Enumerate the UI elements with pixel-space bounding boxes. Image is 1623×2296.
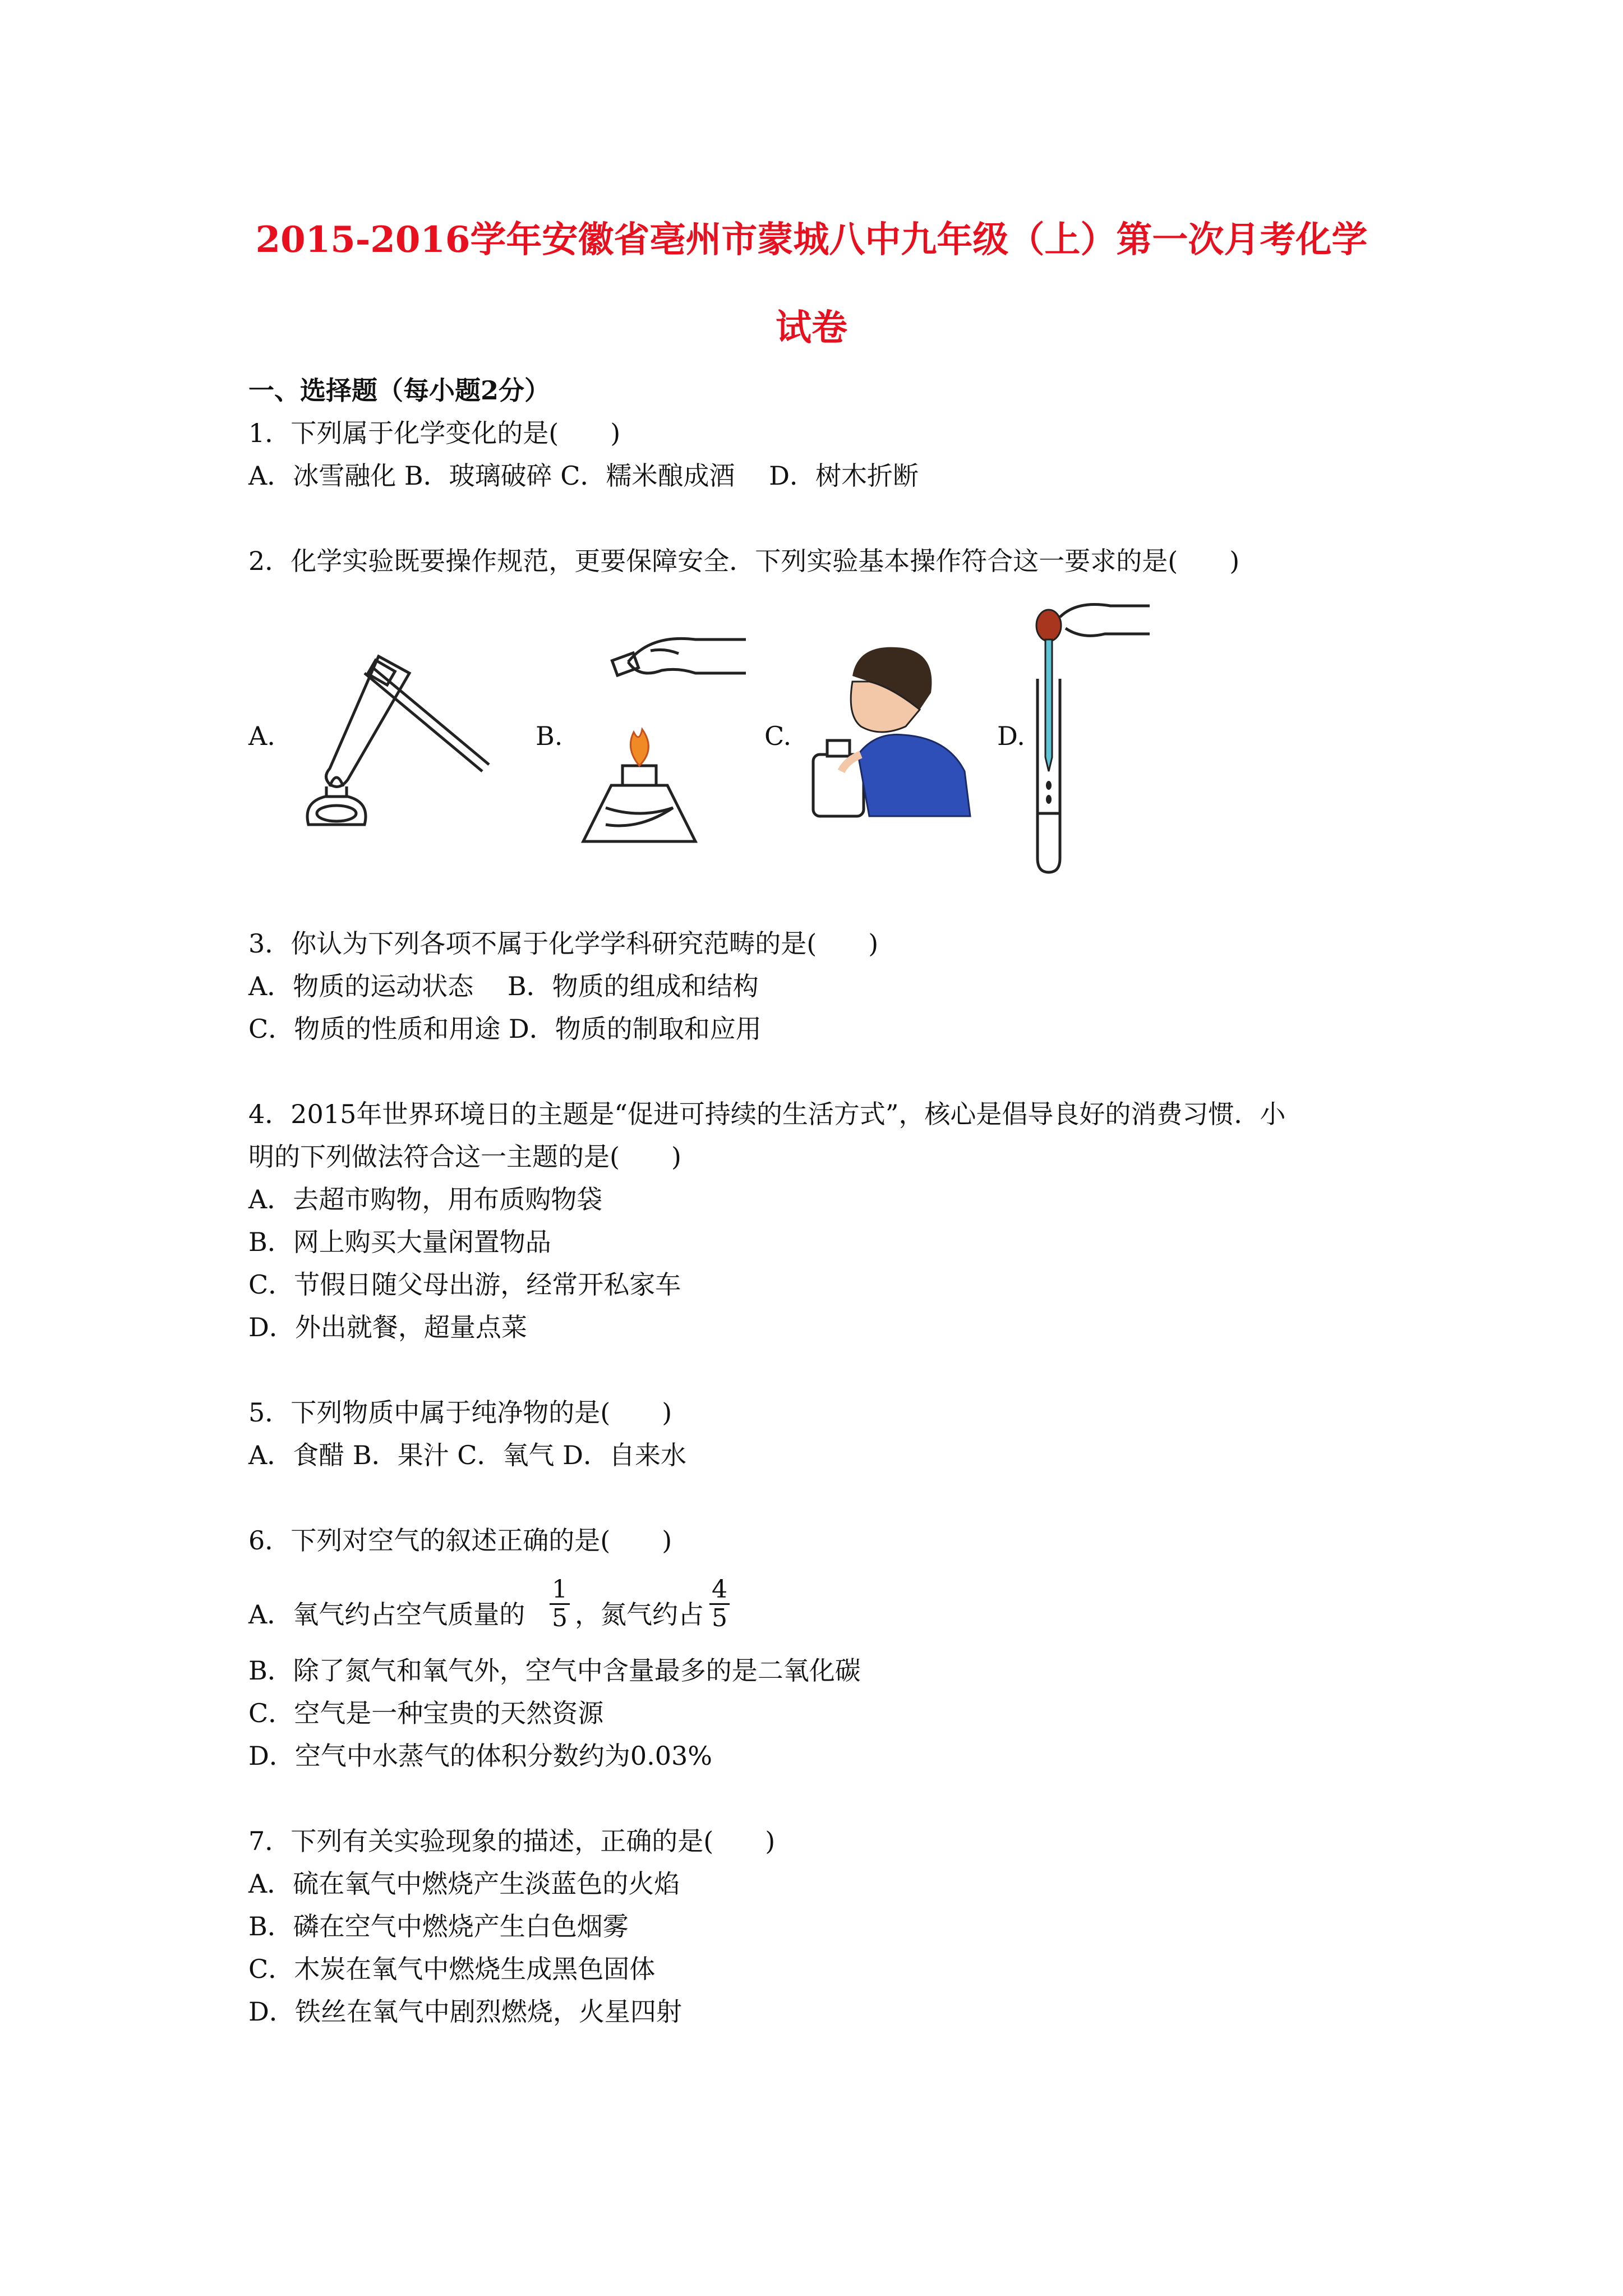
question-7-option-a: A．硫在氧气中燃烧产生淡蓝色的火焰: [248, 1869, 680, 1899]
question-7-option-b: B．磷在空气中燃烧产生白色烟雾: [248, 1911, 629, 1941]
question-7-stem: 7．下列有关实验现象的描述，正确的是( ): [248, 1826, 776, 1856]
figure-d-dropper: [1026, 595, 1155, 875]
question-4-option-d: D．外出就餐，超量点菜: [248, 1312, 527, 1342]
question-6-stem: 6．下列对空气的叙述正确的是( ): [248, 1525, 672, 1556]
fraction-numerator: 1: [550, 1576, 570, 1605]
question-6-option-c: C．空气是一种宝贵的天然资源: [248, 1698, 604, 1728]
question-2-label-b: B.: [536, 721, 563, 751]
question-6-option-d: D．空气中水蒸气的体积分数约为0.03%: [248, 1741, 713, 1771]
figure-c-smelling-gas: [808, 642, 976, 822]
question-2-label-d: D.: [997, 721, 1025, 751]
question-4-option-b: B．网上购买大量闲置物品: [248, 1227, 551, 1257]
question-3-stem: 3．你认为下列各项不属于化学学科研究范畴的是( ): [248, 928, 879, 959]
question-5-stem: 5．下列物质中属于纯净物的是( ): [248, 1397, 672, 1428]
question-4-option-c: C．节假日随父母出游，经常开私家车: [248, 1269, 681, 1300]
fraction-numerator: 4: [709, 1576, 730, 1605]
question-6-option-a-part2: ，氮气约占: [575, 1599, 704, 1630]
question-1-options: A．冰雪融化 B．玻璃破碎 C．糯米酿成酒 D．树木折断: [248, 461, 919, 491]
exam-title-line2: 试卷: [776, 307, 847, 349]
question-3-options-row1: A．物质的运动状态 B．物质的组成和结构: [248, 971, 759, 1001]
question-4-option-a: A．去超市购物，用布质购物袋: [248, 1184, 603, 1214]
question-6-fraction-one-fifth: [550, 1576, 570, 1632]
fraction-denominator: 5: [712, 1604, 727, 1632]
question-2-stem: 2．化学实验既要操作规范，更要保障安全．下列实验基本操作符合这一要求的是( ): [248, 546, 1240, 576]
question-6-fraction-four-fifths: [709, 1576, 730, 1632]
question-6-option-b: B．除了氮气和氧气外，空气中含量最多的是二氧化碳: [248, 1655, 861, 1686]
question-7-option-d: D．铁丝在氧气中剧烈燃烧，火星四射: [248, 1996, 682, 2027]
figure-a-test-tube-heating: [286, 634, 499, 847]
question-6-option-a-part1: A．氧气约占空气质量的: [248, 1599, 525, 1630]
section-heading: 一、选择题（每小题2分）: [248, 375, 551, 406]
question-3-options-row2: C．物质的性质和用途 D．物质的制取和应用: [248, 1014, 762, 1044]
question-1-stem: 1．下列属于化学变化的是( ): [248, 418, 621, 448]
question-4-stem-line2: 明的下列做法符合这一主题的是( ): [248, 1142, 681, 1172]
question-4-stem-line1: 4．2015年世界环境日的主题是“促进可持续的生活方式”，核心是倡导良好的消费习惯．小: [248, 1099, 1286, 1129]
question-2-label-a: A.: [248, 721, 275, 751]
question-2-label-c: C.: [764, 721, 792, 751]
exam-title-line1: 2015-2016学年安徽省亳州市蒙城八中九年级（上）第一次月考化学: [255, 219, 1368, 261]
figure-b-lighting-lamp: [566, 617, 746, 847]
question-7-option-c: C．木炭在氧气中燃烧生成黑色固体: [248, 1954, 656, 1984]
fraction-denominator: 5: [552, 1604, 568, 1632]
question-5-options: A．食醋 B．果汁 C．氧气 D．自来水: [248, 1440, 686, 1470]
